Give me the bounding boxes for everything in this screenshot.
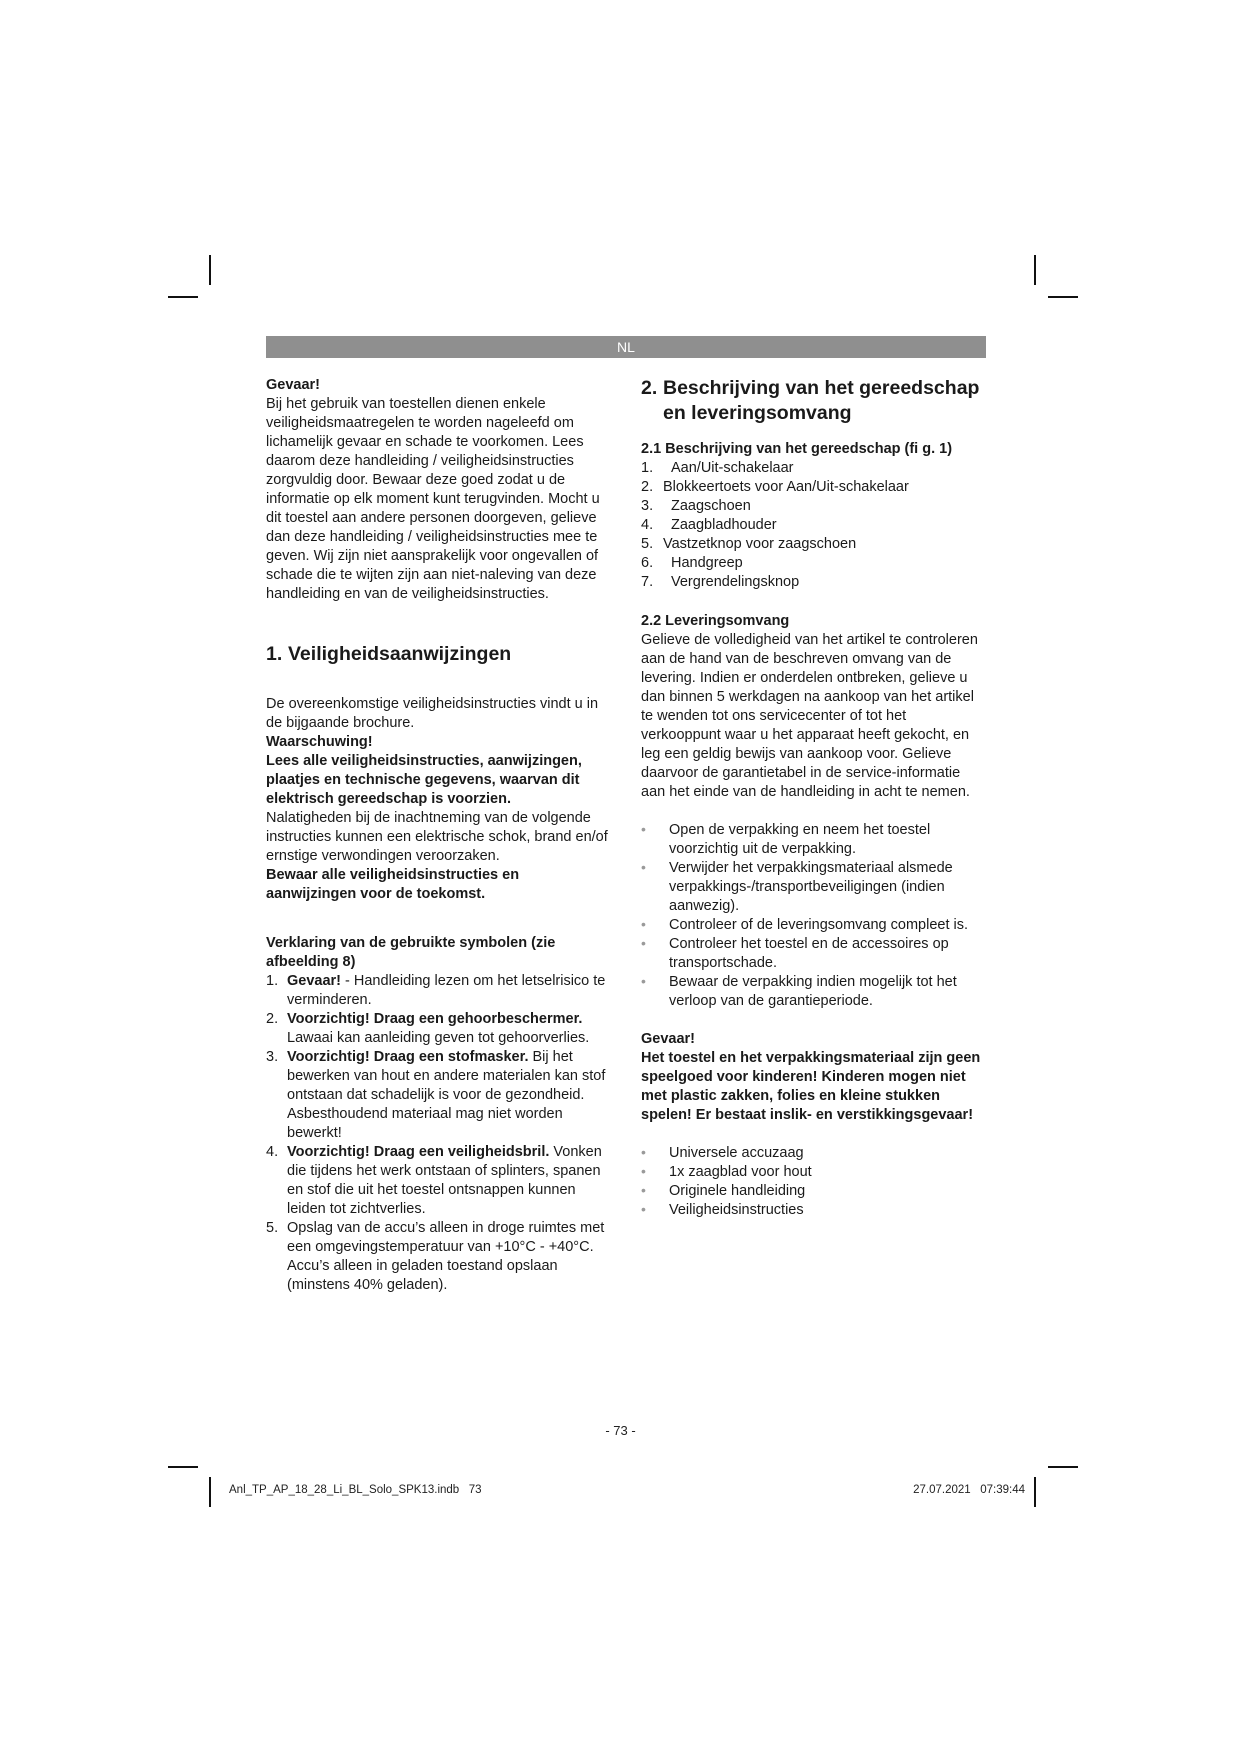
section-1-number: 1. <box>266 643 283 665</box>
danger-heading-2: Gevaar! <box>641 1031 696 1047</box>
language-header-bar <box>266 336 986 358</box>
list-item: • Bewaar de verpakking indien mogelijk tot het verloop van de garantieperiode. <box>641 973 986 1011</box>
list-item: 3. Voorzichtig! Draag een stofmasker. Bij het bewerken van hout en andere materialen kan stof ontstaan dat schadelijk is voor de gezondheid. Asbesthoudend materiaal mag niet worden bewerkt! <box>266 1049 606 1141</box>
list-item: • Controleer het toestel en de accessoires op transportschade. <box>641 935 986 973</box>
section-1-title: Veiligheidsaanwijzingen <box>288 643 512 665</box>
list-item: 3. Zaagschoen <box>641 498 751 514</box>
crop-mark <box>209 1477 211 1507</box>
symbols-list <box>266 972 611 1295</box>
list-item: 4. Zaagbladhouder <box>641 517 777 533</box>
danger-bold-text: Het toestel en het verpakkingsmateriaal zijn geen speelgoed voor kinderen! Kinderen mogen niet met plastic zakken, folies en kleine stukken spelen! Er bestaat inslik- en verstikkingsgevaar! <box>641 1050 981 1123</box>
crop-mark <box>168 296 198 298</box>
list-item: 7. Vergrendelingsknop <box>641 574 800 590</box>
crop-mark <box>1048 1466 1078 1468</box>
unpacking-steps-list <box>641 821 986 1011</box>
page-number: - 73 - <box>605 1423 636 1438</box>
warning-text: Nalatigheden bij de inachtneming van de volgende instructies kunnen een elektrische schok, brand en/of ernstige verwondingen veroorzaken. <box>266 810 608 864</box>
crop-mark <box>168 1466 198 1468</box>
section-2-heading <box>641 376 986 426</box>
section-2-title-line1: Beschrijving van het gereedschap <box>663 377 980 399</box>
crop-mark <box>209 255 211 285</box>
contents-list <box>641 1144 986 1220</box>
list-item: • Veiligheidsinstructies <box>641 1201 986 1220</box>
crop-mark <box>1048 296 1078 298</box>
section-2-title-line2: en leveringsomvang <box>663 402 852 424</box>
footer-timestamp: 27.07.2021 07:39:44 <box>913 1484 1025 1496</box>
warning-bold-text: Lees alle veiligheidsinstructies, aanwijzingen, plaatjes en technische gegevens, waarvan dit elektrisch gereedschap is voorzien. <box>266 753 582 807</box>
language-label: NL <box>617 339 635 355</box>
delivery-paragraph: Gelieve de volledigheid van het artikel te controleren aan de hand van de beschreven omvang van de levering. Indien er onderdelen ontbreken, gelieve u dan binnen 5 werkdagen na aankoop van het artikel te wenden tot ons servicecenter of tot het verkooppunt waar u het apparaat heeft gekocht, en leg een geldig bewijs van aankoop voor. Gelieve daarvoor de garantietabel in de service-informatie aan het einde van de handleiding in acht te nemen. <box>641 632 978 800</box>
list-item: 2. Blokkeertoets voor Aan/Uit-schakelaar <box>641 479 909 495</box>
crop-mark <box>1034 255 1036 285</box>
section-1-heading <box>266 642 611 667</box>
list-item: • Universele accuzaag <box>641 1144 986 1163</box>
keep-instructions-text: Bewaar alle veiligheidsinstructies en aanwijzingen voor de toekomst. <box>266 867 520 902</box>
parts-list <box>641 459 986 592</box>
list-item: 5. Opslag van de accu’s alleen in droge ruimtes met een omgevingstemperatuur van +10°C - +40°C. Accu’s alleen in geladen toestand opslaan (minstens 40% geladen). <box>266 1220 605 1293</box>
list-item: • Open de verpakking en neem het toestel voorzichtig uit de verpakking. <box>641 821 986 859</box>
list-item: 1. Aan/Uit-schakelaar <box>641 460 794 476</box>
danger-heading: Gevaar! <box>266 377 321 393</box>
left-column <box>266 376 611 1295</box>
right-column <box>641 376 986 1220</box>
danger-paragraph: Bij het gebruik van toestellen dienen enkele veiligheidsmaatregelen te worden nageleefd om lichamelijk gevaar en schade te voorkomen. Lees daarom deze handleiding / veiligheidsinstructies zorgvuldig door. Bewaar deze goed zodat u de informatie op elk moment kunt terugvinden. Mocht u dit toestel aan andere personen doorgeven, gelieve dan deze handleiding / veiligheidsinstructies mee te geven. Wij zijn niet aansprakelijk voor ongevallen of schade die te wijten zijn aan niet-naleving van deze handleiding en van de veiligheidsinstructies. <box>266 396 600 602</box>
list-item: 5. Vastzetknop voor zaagschoen <box>641 536 857 552</box>
list-item: • 1x zaagblad voor hout <box>641 1163 986 1182</box>
subsection-2-1-heading: 2.1 Beschrijving van het gereedschap (fi g. 1) <box>641 441 953 457</box>
list-item: • Verwijder het verpakkingsmateriaal alsmede verpakkings-/transportbeveiligingen (indien aanwezig). <box>641 859 986 916</box>
warning-heading: Waarschuwing! <box>266 734 373 750</box>
list-item: • Controleer of de leveringsomvang compleet is. <box>641 916 986 935</box>
symbols-heading: Verklaring van de gebruikte symbolen (zie afbeelding 8) <box>266 935 556 970</box>
list-item: 2. Voorzichtig! Draag een gehoorbeschermer. Lawaai kan aanleiding geven tot gehoorverlies. <box>266 1011 590 1046</box>
list-item: 4. Voorzichtig! Draag een veiligheidsbril. Vonken die tijdens het werk ontstaan of splinters, spanen en stof die uit het toestel ontsnappen kunnen leiden tot zichtverlies. <box>266 1144 602 1217</box>
crop-mark <box>1034 1477 1036 1507</box>
section-2-number: 2. <box>641 377 658 399</box>
list-item: 1. Gevaar! - Handleiding lezen om het letselrisico te verminderen. <box>266 973 606 1008</box>
footer-filename: Anl_TP_AP_18_28_Li_BL_Solo_SPK13.indb 73 <box>229 1484 482 1496</box>
subsection-2-2-heading: 2.2 Leveringsomvang <box>641 613 790 629</box>
safety-intro: De overeenkomstige veiligheidsinstructies vindt u in de bijgaande brochure. <box>266 696 599 731</box>
list-item: 6. Handgreep <box>641 555 743 571</box>
list-item: • Originele handleiding <box>641 1182 986 1201</box>
